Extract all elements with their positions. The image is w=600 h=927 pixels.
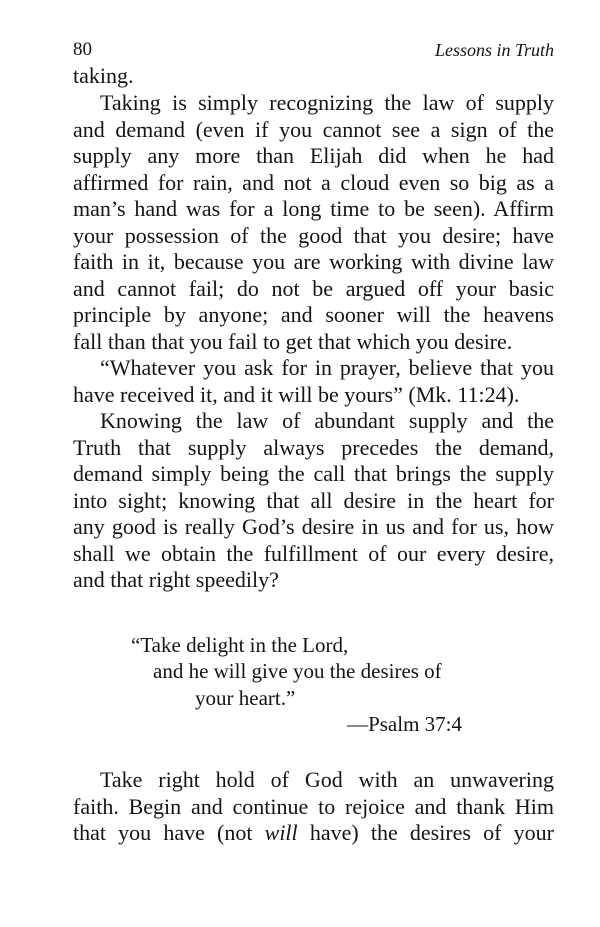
page-number: 80 [73,39,92,60]
quote-line: your heart.” [195,686,296,710]
body-line: taking. [73,63,134,88]
text-run: that you have (not [73,820,253,845]
body-line: Taking is simply recognizing the law of supply [100,90,554,115]
body-line: and that right speedily? [73,567,279,592]
body-line: principle by anyone; and sooner will the heavens [73,302,554,327]
running-head: Lessons in Truth [434,40,554,60]
body-line: supply any more than Elijah did when he had [73,143,554,168]
quote-line: “Take delight in the Lord, [131,633,349,657]
body-line: faith. Begin and continue to rejoice and thank Him [73,794,554,819]
body-line: man’s hand was for a long time to be seen). Affirm [73,196,554,221]
quote-line: and he will give you the desires of [153,659,442,683]
body-line: into sight; knowing that all desire in the heart for [73,488,554,513]
body-line: your possession of the good that you desire; have [73,223,554,248]
body-line: any good is really God’s desire in us and for us, how [73,514,554,539]
body-line: “Whatever you ask for in prayer, believe that you [100,355,554,380]
body-line: demand simply being the call that brings the supply [73,461,554,486]
emphasis-text: will [264,820,298,845]
quote-attribution: —Psalm 37:4 [347,712,462,736]
text-run: have) the desires of your [309,820,554,845]
body-line: fall than that you fail to get that which you desire. [73,329,513,354]
body-line: and demand (even if you cannot see a sign of the [73,117,554,142]
body-line: and cannot fail; do not be argued off your basic [73,276,554,301]
body-line: Truth that supply always precedes the demand, [73,435,554,460]
body-line: affirmed for rain, and not a cloud even so big as a [73,170,554,195]
body-line: Knowing the law of abundant supply and the [100,408,554,433]
body-line: Take right hold of God with an unwavering [100,767,554,792]
body-line: shall we obtain the fulfillment of our every desire, [73,541,554,566]
page-header [73,38,554,62]
body-line: faith in it, because you are working with divine law [73,249,554,274]
body-line [73,820,554,846]
body-line: have received it, and it will be yours” (Mk. 11:24). [73,382,520,407]
